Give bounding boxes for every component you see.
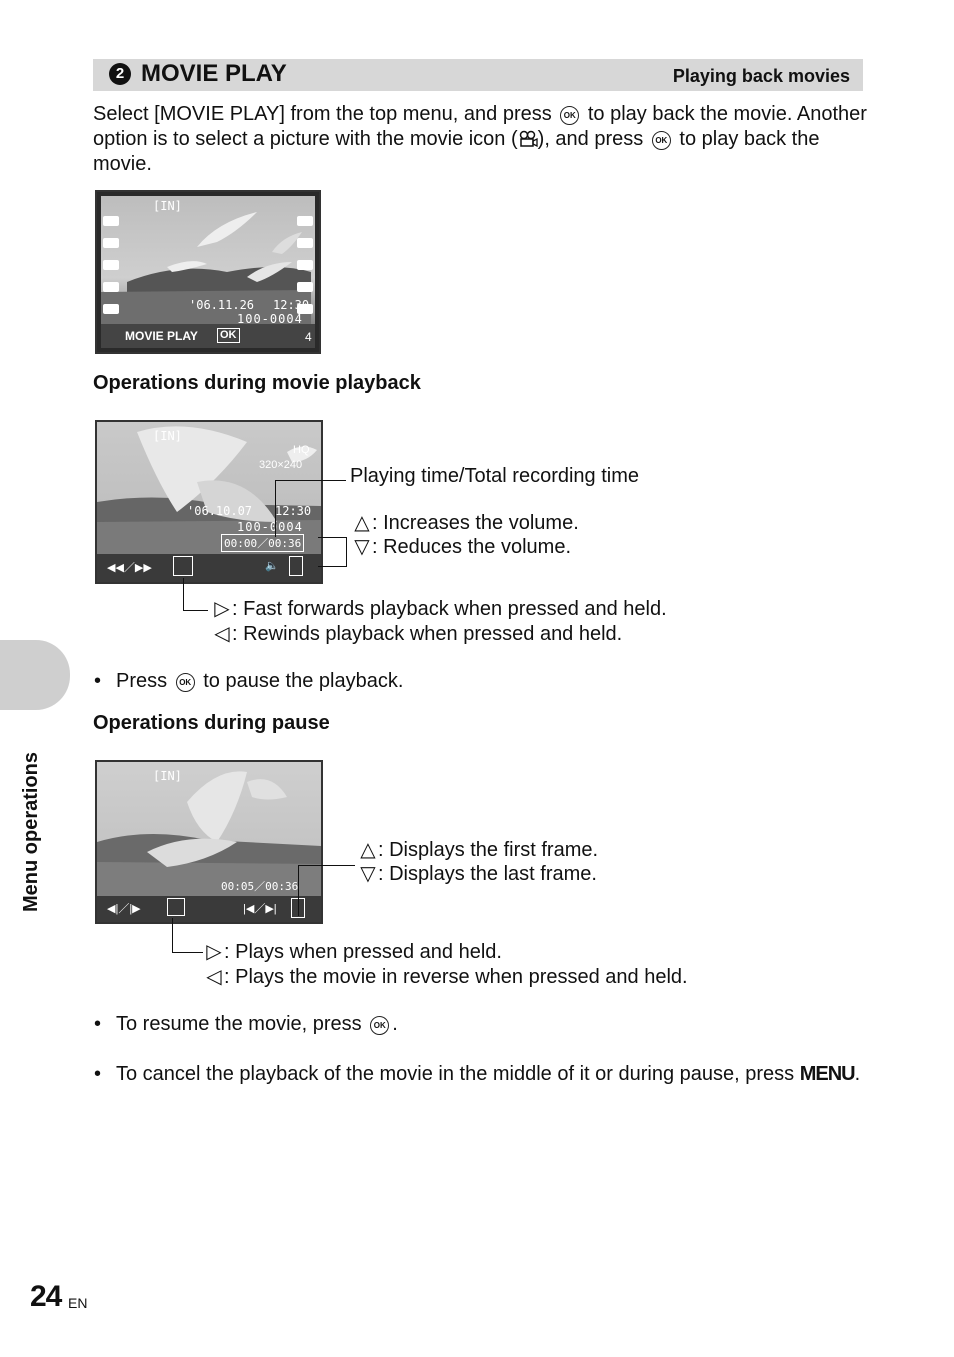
playing-time-callout: Playing time/Total recording time bbox=[350, 465, 640, 487]
bullet-pause: • Press OK to pause the playback. bbox=[94, 670, 404, 692]
right-triangle-icon: ▷ bbox=[214, 598, 230, 620]
frame-step-icon: ◀|／|▶ bbox=[107, 903, 141, 915]
play-leader-line bbox=[172, 918, 203, 953]
timer-leader-line bbox=[275, 480, 346, 537]
volume-leader-line bbox=[318, 537, 347, 567]
ok-button-icon: OK bbox=[652, 131, 671, 150]
reverse-line: ◁ : Plays the movie in reverse when pressed and held. bbox=[204, 964, 688, 989]
plays-line: ▷ : Plays when pressed and held. bbox=[204, 939, 502, 964]
page-number: 24 bbox=[30, 1280, 62, 1313]
side-tab bbox=[0, 640, 70, 710]
last-frame-line: ▽ : Displays the last frame. bbox=[358, 861, 597, 886]
first-last-frame-icon: |◀／▶| bbox=[243, 903, 277, 915]
rewind-line: ◁ : Rewinds playback when pressed and held. bbox=[212, 621, 622, 646]
ok-button-icon: OK bbox=[560, 106, 579, 125]
movie-pause-screen bbox=[95, 760, 323, 924]
memory-indicator: [IN] bbox=[153, 429, 182, 443]
playback-timer: 00:00／00:36 bbox=[221, 534, 304, 552]
down-triangle-icon: ▽ bbox=[354, 536, 370, 558]
date-readout: '06.10.07 bbox=[187, 504, 253, 518]
side-tab-label: Menu operations bbox=[20, 751, 42, 912]
volume-up-line: △ : Increases the volume. bbox=[352, 510, 579, 535]
volume-icon: 🔈 bbox=[265, 560, 279, 572]
pause-icon bbox=[173, 556, 193, 576]
step-number-badge: 2 bbox=[109, 63, 131, 85]
up-triangle-icon: △ bbox=[360, 839, 376, 861]
left-triangle-icon: ◁ bbox=[214, 623, 230, 645]
fast-forward-line: ▷ : Fast forwards playback when pressed and held. bbox=[212, 596, 667, 621]
play-icon bbox=[167, 898, 185, 916]
bullet-cancel: • To cancel the playback of the movie in the middle of it or during pause, press MENU. bbox=[94, 1063, 861, 1085]
volume-control-icon bbox=[289, 556, 303, 576]
time-readout: 12:30 bbox=[273, 298, 310, 312]
rewind-forward-icon: ◀◀／▶▶ bbox=[107, 562, 152, 574]
first-frame-line: △ : Displays the first frame. bbox=[358, 837, 598, 862]
pause-timer: 00:05／00:36 bbox=[221, 880, 299, 893]
intro-text-3: ), and press bbox=[537, 128, 644, 150]
page-language: EN bbox=[68, 1295, 88, 1311]
menu-button-label: MENU bbox=[799, 1063, 855, 1085]
file-number: 100-0004 bbox=[237, 312, 303, 326]
intro-text-4: to play back the movie. bbox=[93, 128, 820, 175]
file-number: 100-0004 bbox=[237, 520, 303, 534]
quality-indicator: HQ bbox=[293, 444, 310, 456]
playback-heading: Operations during movie playback bbox=[93, 372, 421, 394]
ffrw-leader-line bbox=[183, 578, 208, 611]
intro-text-2: to play back the movie. Another option is to select a picture with the movie icon ( bbox=[93, 103, 867, 150]
intro-text-1: Select [MOVIE PLAY] from the top menu, and press bbox=[93, 103, 552, 125]
left-triangle-icon: ◁ bbox=[206, 966, 222, 988]
section-title: MOVIE PLAY bbox=[141, 60, 287, 87]
right-triangle-icon: ▷ bbox=[206, 941, 222, 963]
memory-indicator: [IN] bbox=[153, 769, 182, 783]
down-triangle-icon: ▽ bbox=[360, 863, 376, 885]
frame-leader-line bbox=[298, 865, 355, 916]
intro-paragraph bbox=[93, 102, 873, 177]
section-subtitle: Playing back movies bbox=[672, 66, 850, 86]
time-readout: 12:30 bbox=[275, 504, 312, 518]
ok-button-icon: OK bbox=[176, 673, 195, 692]
pause-heading: Operations during pause bbox=[93, 712, 330, 734]
memory-indicator: [IN] bbox=[153, 199, 182, 213]
volume-down-line: ▽ : Reduces the volume. bbox=[352, 534, 571, 559]
frame-count: 4 bbox=[305, 330, 312, 344]
date-readout: '06.11.26 bbox=[189, 298, 255, 312]
bullet-resume: • To resume the movie, press OK . bbox=[94, 1013, 398, 1035]
ok-button-icon: OK bbox=[370, 1016, 389, 1035]
movie-play-label: MOVIE PLAY bbox=[125, 329, 198, 343]
resolution-indicator: 320×240 bbox=[259, 459, 303, 471]
movie-select-screen bbox=[95, 190, 321, 354]
ok-badge: OK bbox=[217, 328, 240, 343]
movie-icon bbox=[518, 130, 538, 147]
up-triangle-icon: △ bbox=[354, 512, 370, 534]
